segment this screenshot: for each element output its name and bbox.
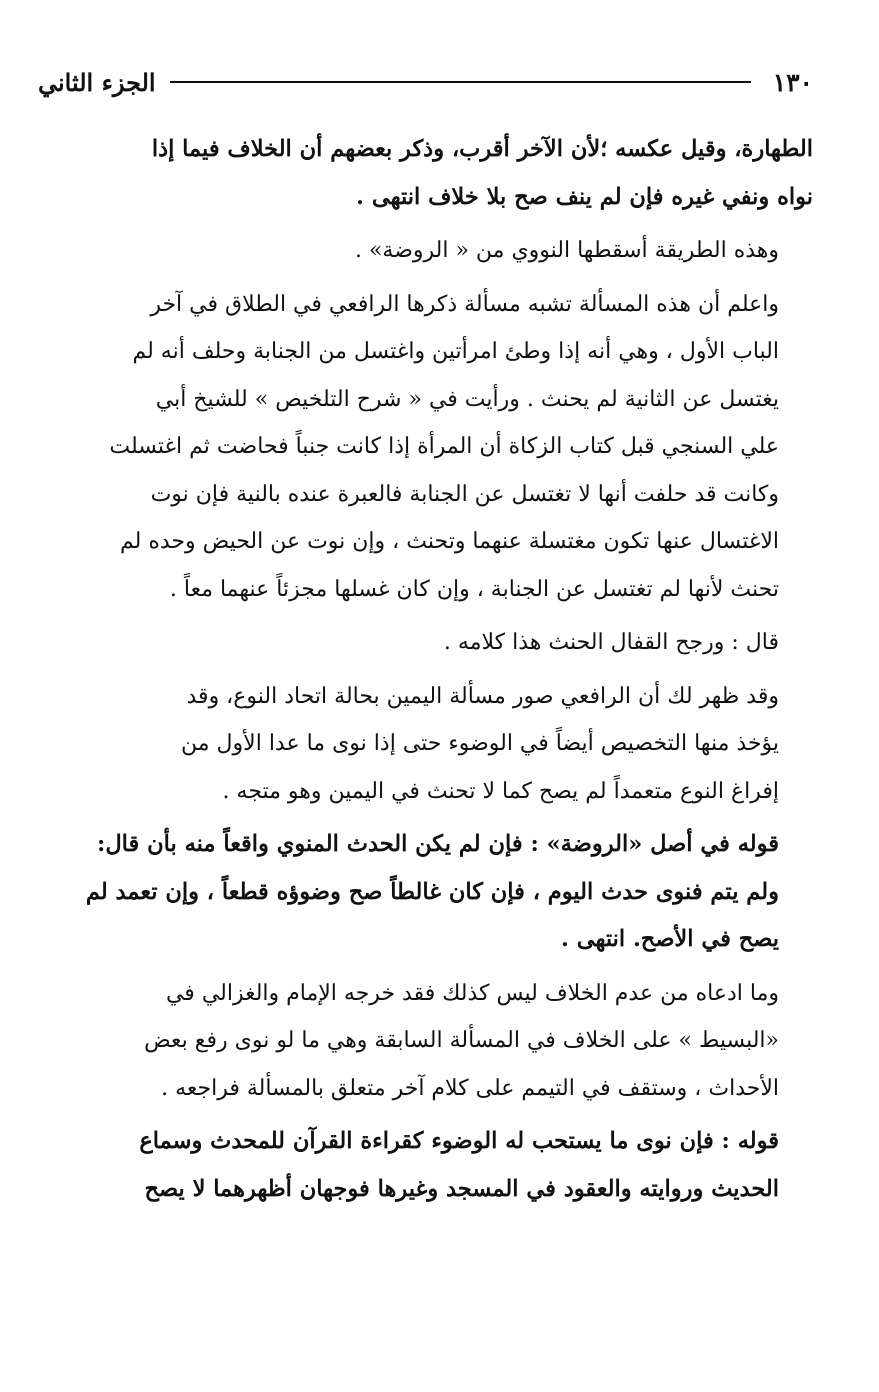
page-number: ١٣٠ bbox=[772, 67, 813, 97]
text-line: يصح في الأصح. انتهى . bbox=[561, 926, 779, 952]
text-line: يؤخذ منها التخصيص أيضاً في الوضوء حتى إذا نوى ما عدا الأول من bbox=[181, 731, 779, 756]
text-line: وقد ظهر لك أن الرافعي صور مسألة اليمين بحالة اتحاد النوع، وقد bbox=[186, 683, 779, 709]
paragraph bbox=[38, 970, 813, 1113]
text-line: ولم يتم فنوى حدث اليوم ، فإن كان غالطاً صح وضوؤه قطعاً ، وإن تعمد لم bbox=[85, 878, 779, 905]
text-line: الباب الأول ، وهي أنه إذا وطئ امرأتين واغتسل من الجنابة وحلف أنه لم bbox=[132, 339, 779, 364]
paragraph bbox=[38, 673, 813, 816]
text-line: وما ادعاه من عدم الخلاف ليس كذلك فقد خرجه الإمام والغزالي في bbox=[165, 980, 779, 1006]
paragraph bbox=[38, 619, 813, 667]
paragraph bbox=[38, 821, 813, 964]
book-page bbox=[38, 60, 813, 1360]
text-line: الاغتسال عنها تكون مغتسلة عنهما وتحنث ، وإن نوت عن الحيض وحده لم bbox=[119, 529, 779, 554]
text-line: الطهارة، وقيل عكسه ؛لأن الآخر أقرب، وذكر بعضهم أن الخلاف فيما إذا bbox=[151, 136, 813, 162]
running-title: الجزء الثاني bbox=[38, 67, 156, 97]
text-line: قوله : فإن نوى ما يستحب له الوضوء كقراءة القرآن للمحدث وسماع bbox=[139, 1128, 779, 1154]
text-line: علي السنجي قبل كتاب الزكاة أن المرأة إذا كانت جنباً فحاضت ثم اغتسلت bbox=[109, 434, 779, 459]
page-body bbox=[38, 126, 813, 1213]
paragraph bbox=[38, 227, 813, 275]
text-line: يغتسل عن الثانية لم يحنث . ورأيت في « شرح التلخيص » للشيخ أبي bbox=[155, 386, 779, 412]
text-line: قوله في أصل «الروضة» : فإن لم يكن الحدث المنوي واقعاً منه بأن قال: bbox=[97, 831, 779, 857]
text-line: واعلم أن هذه المسألة تشبه مسألة ذكرها الرافعي في الطلاق في آخر bbox=[150, 291, 779, 317]
text-line: قال : ورجح القفال الحنث هذا كلامه . bbox=[443, 630, 779, 655]
text-line: تحنث لأنها لم تغتسل عن الجنابة ، وإن كان غسلها مجزئاً عنهما معاً . bbox=[169, 576, 779, 602]
paragraph bbox=[38, 1118, 813, 1213]
text-line: نواه ونفي غيره فإن لم ينف صح بلا خلاف انتهى . bbox=[356, 183, 813, 210]
text-line: وهذه الطريقة أسقطها النووي من « الروضة» . bbox=[354, 238, 779, 263]
page-header bbox=[38, 60, 813, 104]
text-line: وكانت قد حلفت أنها لا تغتسل عن الجنابة فالعبرة عنده بالنية فإن نوت bbox=[150, 481, 779, 507]
paragraph bbox=[38, 281, 813, 614]
text-line: الحديث وروايته والعقود في المسجد وغيرها فوجهان أظهرهما لا يصح bbox=[144, 1175, 779, 1202]
text-line: «البسيط » على الخلاف في المسألة السابقة وهي ما لو نوى رفع بعض bbox=[144, 1028, 779, 1053]
paragraph bbox=[38, 126, 813, 221]
text-line: إفراغ النوع متعمداً لم يصح كما لا تحنث في اليمين وهو متجه . bbox=[222, 778, 779, 804]
header-rule bbox=[170, 81, 751, 83]
text-line: الأحداث ، وستقف في التيمم على كلام آخر متعلق بالمسألة فراجعه . bbox=[161, 1075, 779, 1101]
